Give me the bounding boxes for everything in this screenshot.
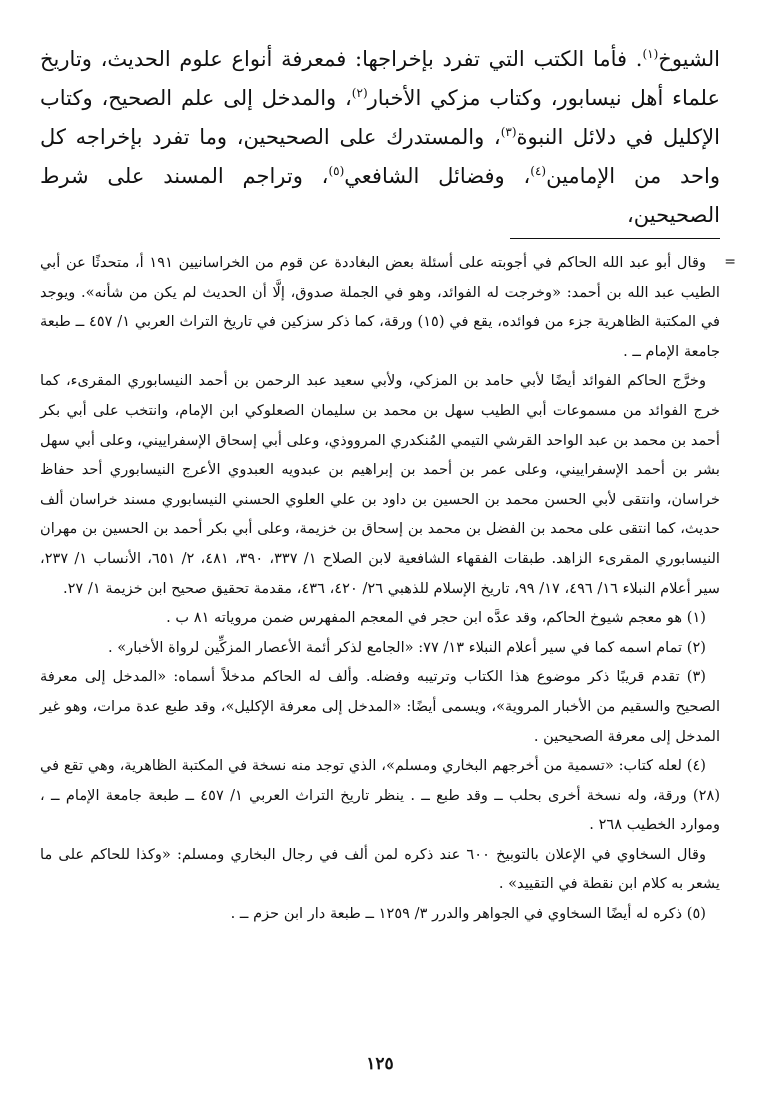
footnote-marker: (٤)	[530, 164, 547, 178]
footnote-4-addendum: وقال السخاوي في الإعلان بالتوبيخ ٦٠٠ عند ذكره لمن ألف في رجال البخاري ومسلم: «وكذا للحاكم على ما يشعر به كلام ابن نقطة في التقييد» .	[40, 845, 720, 893]
footnote-1: (١) هو معجم شيوخ الحاكم، وقد عدَّه ابن حجر في المعجم المفهرس ضمن مروياته ٨١ ب .	[166, 609, 706, 627]
main-text-part: ، وفضائل الشافعي	[344, 164, 531, 188]
footnote-text: وقال أبو عبد الله الحاكم في أجوبته على أسئلة بعض البغاددة عن قوم من الخراسانيين ١٩١ أ، متحدثًا عن أبي الطيب عبد الله بن أحمد: «وخرجت له الفوائد، وهو في الجملة صدوق، إلَّا أن الحديث لم يكن من شأنه». ويوجد في المكتبة الظاهرية جزء من فوائده، يقع في (١٥) ورقة، كما ذكر سزكين في تاريخ التراث العربي ١/ ٤٥٧ ــ طبعة جامعة الإمام ــ .	[40, 254, 720, 360]
footnote-continuation	[40, 248, 736, 366]
main-text-part: ، والمدخل إلى علم الصحيح، وكتاب الإكليل في دلائل النبوة	[40, 86, 720, 149]
footnotes	[40, 248, 736, 929]
footnote-continuation-paragraph: وخرَّج الحاكم الفوائد أيضًا لأبي حامد بن المزكي، ولأبي سعيد عبد الرحمن بن أحمد النيسابوري المقرىء، كما خرج الفوائد من مسموعات أبي الطيب سهل بن محمد بن سليمان الصعلوكي ابن الإمام، وانتخب على أبي بكر أحمد بن محمد بن عبد الواحد القرشي التيمي المُنكدري المرووذي، وعلى أبي إسحاق الإسفراييني، وعلى أبي سهل بشر بن أحمد الإسفراييني، وعلى عمر بن أحمد بن إبراهيم بن عبدويه العبدوي الأعرج النيسابوري أحد حفاظ خراسان، وانتقى لأبي الحسن محمد بن الحسين بن داود بن علي العلوي الحسني النيسابوري مسند خراسان ألف حديث، كما انتقى على محمد بن الفضل بن محمد بن إسحاق بن خزيمة، وعلى أبي بكر أحمد بن الحسين بن مهران النيسابوري المقرىء الزاهد. طبقات الفقهاء الشافعية لابن الصلاح ١/ ٣٣٧، ٣٩٠، ٤٨١، ٢/ ٦٥١، الأنساب ١/ ٢٣٧، سير أعلام النبلاء ١٦/ ٤٩٦، ١٧/ ٩٩، تاريخ الإسلام للذهبي ٢٦/ ٤٢٠، ٤٣٦، مقدمة تحقيق صحيح ابن خزيمة ١/ ٢٧.	[40, 372, 720, 597]
footnote-marker: (٥)	[328, 164, 345, 178]
main-text-part: ، وتراجم المسند على شرط الصحيحين،	[40, 164, 720, 227]
page-number: ١٢٥	[366, 1054, 394, 1074]
main-text-part: . فأما الكتب التي تفرد بإخراجها: فمعرفة أنواع علوم الحديث، وتاريخ علماء أهل نيسابور، وكتاب مزكي الأخبار	[40, 47, 720, 110]
footnote-2: (٢) تمام اسمه كما في سير أعلام النبلاء ١٣/ ٧٧: «الجامع لذكر أئمة الأعصار المزكِّين لرواة الأخبار» .	[107, 638, 706, 656]
footnote-4: (٤) لعله كتاب: «تسمية من أخرجهم البخاري ومسلم»، الذي توجد منه نسخة في المكتبة الظاهرية، وهي تقع في (٢٨) ورقة، وله نسخة أخرى بحلب ــ وقد طبع ــ . ينظر تاريخ التراث العربي ١/ ٤٥٧ ــ طبعة جامعة الإمام ــ ، وموارد الخطيب ٢٦٨ .	[40, 757, 721, 834]
footnote-marker: (٣)	[500, 125, 517, 139]
main-text-part: الشيوخ	[658, 47, 720, 71]
book-page	[40, 30, 736, 1080]
main-text	[40, 40, 720, 235]
footnote-5: (٥) ذكره له أيضًا السخاوي في الجواهر والدرر ٣/ ١٢٥٩ ــ طبعة دار ابن حزم ــ .	[230, 905, 706, 923]
footnote-3: (٣) تقدم قريبًا ذكر موضوع هذا الكتاب وترتيبه وفضله. وألف له الحاكم مدخلاً أسماه: «المدخل إلى معرفة الصحيح والسقيم من الأخبار المروية»، ويسمى أيضًا: «المدخل إلى معرفة الإكليل»، وقد طبع عدة مرات، وهو غير المدخل إلى معرفة الصحيحين .	[40, 668, 720, 745]
footnote-marker: (٢)	[351, 86, 368, 100]
footnote-marker: (١)	[642, 47, 659, 61]
main-text-part: ، والمستدرك على الصحيحين، وما تفرد بإخراجه كل واحد من الإمامين	[40, 125, 720, 188]
footnote-separator	[510, 238, 720, 239]
continuation-mark: =	[724, 254, 736, 270]
